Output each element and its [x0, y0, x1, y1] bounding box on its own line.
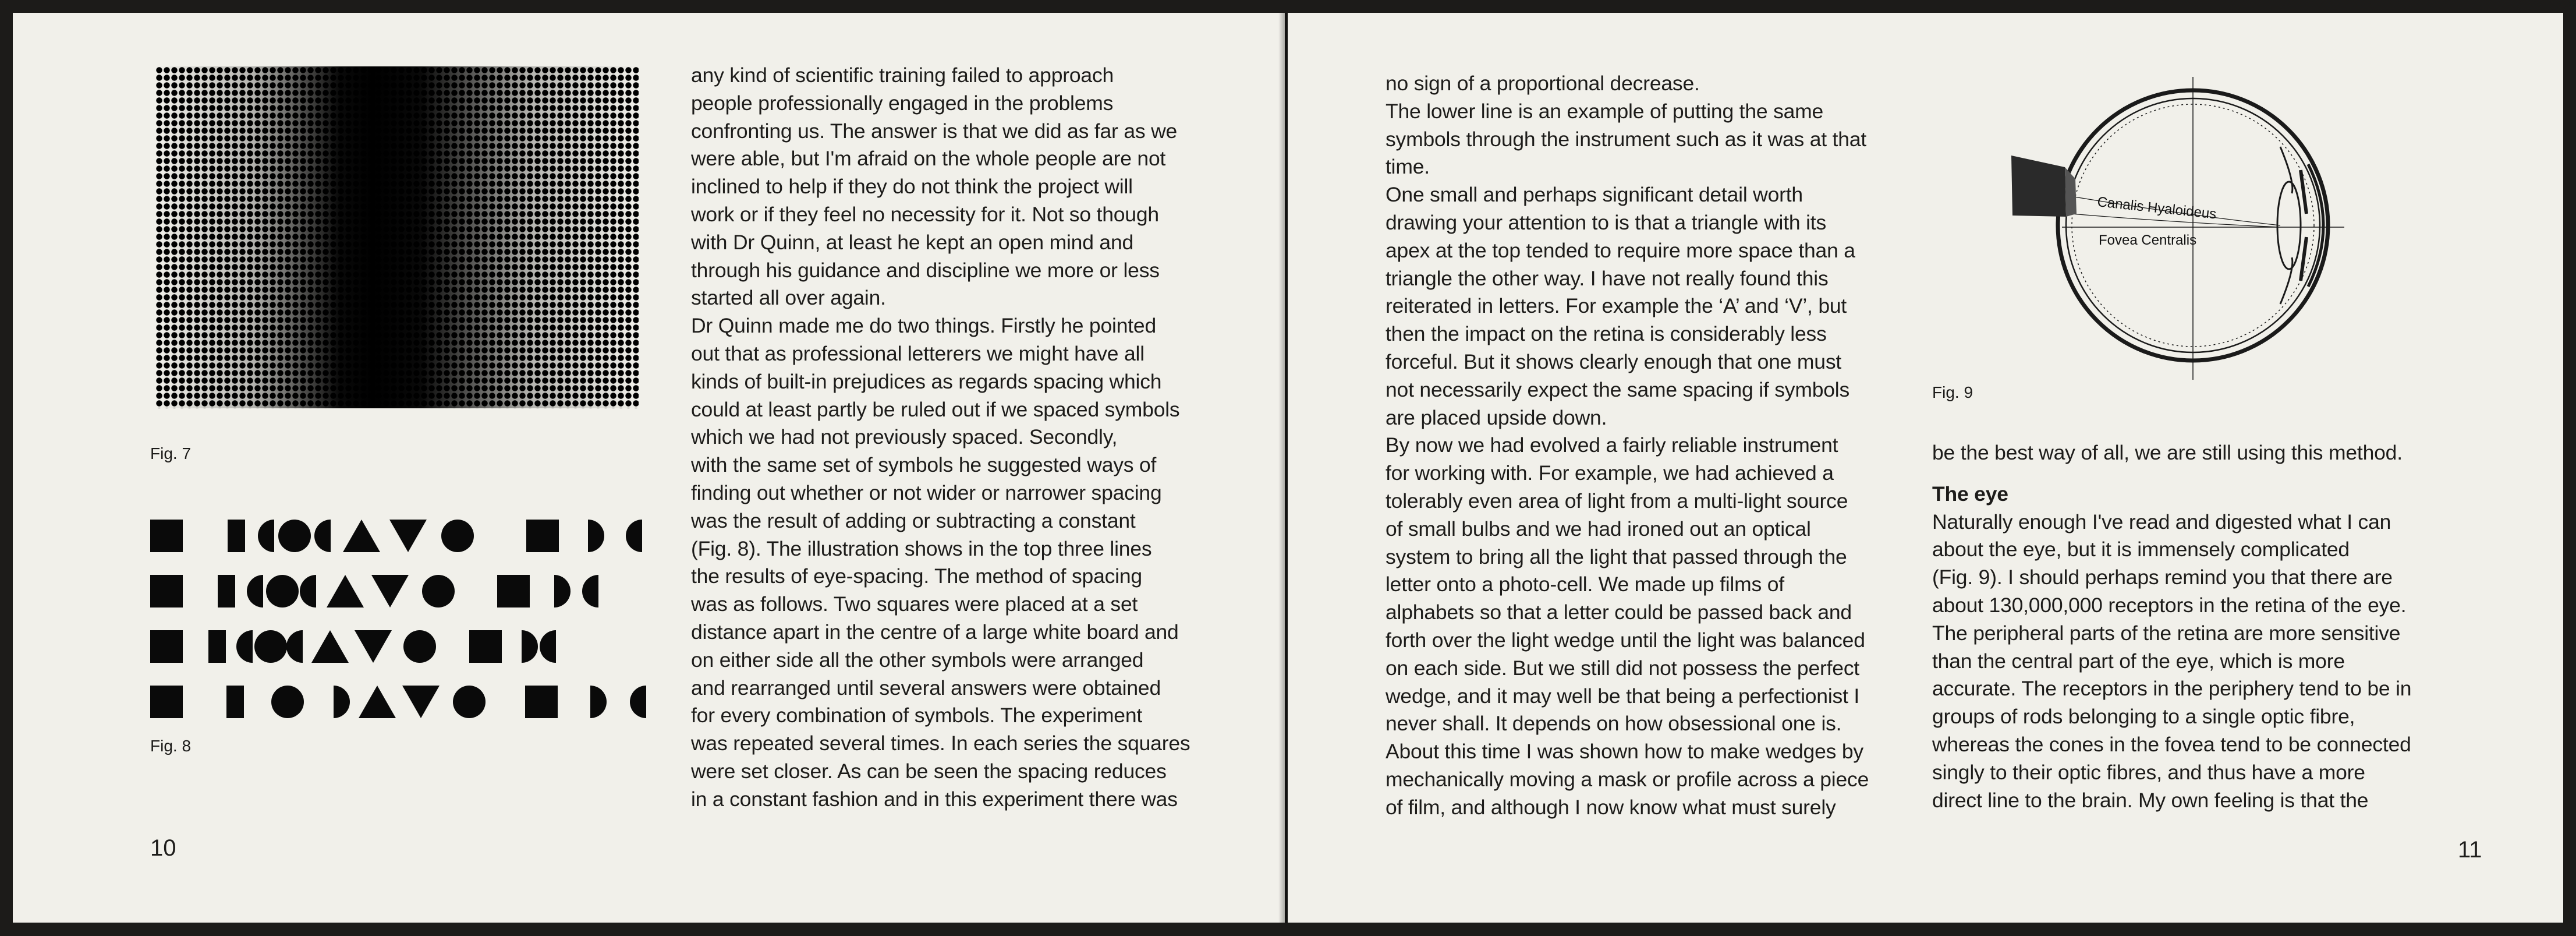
text-line: be the best way of all, we are still using this method.	[1932, 441, 2403, 464]
text-line: than the central part of the eye, which is more	[1932, 649, 2345, 673]
fig8-caption: Fig. 8	[150, 737, 192, 755]
text-line: The lower line is an example of putting the same	[1386, 99, 1824, 123]
fig8-symbol-spacing-illustration	[150, 508, 651, 729]
text-line: was as follows. Two squares were placed at a set	[691, 592, 1138, 616]
text-line: reiterated in letters. For example the ‘A’ and ‘V’, but	[1386, 294, 1847, 318]
text-line: about 130,000,000 receptors in the retina of the eye.	[1932, 593, 2407, 617]
right-page-text-column-2	[1932, 439, 2411, 814]
text-line: About this time I was shown how to make wedges by	[1386, 740, 1863, 764]
text-line: forth over the light wedge until the light was balanced	[1386, 628, 1865, 652]
text-line: was the result of adding or subtracting a constant	[691, 508, 1136, 532]
text-line: not necessarily expect the same spacing if symbols	[1386, 377, 1850, 401]
text-line: for every combination of symbols. The experiment	[691, 704, 1143, 727]
text-line: are placed upside down.	[1386, 405, 1607, 429]
text-line: on each side. But we still did not possess the perfect	[1386, 656, 1860, 680]
text-line: (Fig. 9). I should perhaps remind you that there are	[1932, 566, 2393, 589]
text-line: time.	[1386, 155, 1430, 179]
text-line: letter onto a photo-cell. We made up films of	[1386, 573, 1784, 596]
fig8-row-4	[150, 686, 646, 718]
text-line: direct line to the brain. My own feeling is that the	[1932, 788, 2369, 812]
text-line: forceful. But it shows clearly enough that one must	[1386, 349, 1842, 373]
section-heading: The eye	[1932, 482, 2008, 506]
fig7-caption: Fig. 7	[150, 444, 192, 462]
text-line: was repeated several times. In each series the squares	[691, 732, 1190, 755]
text-line: with the same set of symbols he suggested ways of	[691, 453, 1157, 477]
right-page-text-column-1	[1386, 70, 1869, 822]
text-line: (Fig. 8). The illustration shows in the top three lines	[691, 536, 1152, 560]
ciliary-body	[2280, 147, 2292, 304]
text-line: and rearranged until several answers were obtained	[691, 676, 1161, 700]
label-canalis-hyaloideus: Canalis Hyaloideus	[2096, 194, 2217, 222]
text-line: drawing your attention to is that a triangle with its	[1386, 210, 1827, 234]
label-fovea-centralis: Fovea Centralis	[2099, 232, 2197, 248]
fig9-eye-diagram	[2001, 77, 2350, 386]
left-page	[13, 13, 1285, 923]
text-line: accurate. The receptors in the periphery tend to be in	[1932, 677, 2412, 701]
text-line: out that as professional letterers we might have all	[691, 341, 1145, 365]
text-line: could at least partly be ruled out if we spaced symbols	[691, 397, 1180, 421]
text-line: symbols through the instrument such as it was at that	[1386, 127, 1867, 151]
text-line: in a constant fashion and in this experiment there was	[691, 787, 1178, 811]
text-line: any kind of scientific training failed to approach	[691, 63, 1114, 87]
text-line: confronting us. The answer is that we did as far as we	[691, 119, 1178, 143]
text-line: One small and perhaps significant detail worth	[1386, 183, 1803, 207]
text-line: no sign of a proportional decrease.	[1386, 72, 1700, 95]
text-line: By now we had evolved a fairly reliable instrument	[1386, 433, 1838, 457]
text-line: system to bring all the light that passed through the	[1386, 545, 1847, 568]
text-line: apex at the top tended to require more space than a	[1386, 238, 1855, 262]
text-line: then the impact on the retina is considerably less	[1386, 322, 1827, 346]
text-line: groups of rods belonging to a single optic fibre,	[1932, 705, 2355, 729]
text-line: mechanically moving a mask or profile across a piece	[1386, 767, 1869, 791]
text-line: distance apart in the centre of a large white board and	[691, 620, 1179, 644]
text-line: triangle the other way. I have not really found this	[1386, 266, 1829, 290]
text-line: which we had not previously spaced. Secondly,	[691, 425, 1118, 449]
fig8-row-1	[150, 520, 642, 552]
fig8-row-3	[150, 630, 556, 663]
page-number: 11	[2458, 837, 2482, 863]
text-line: through his guidance and discipline we more or less	[691, 258, 1160, 282]
text-line: work or if they feel no necessity for it. Not so though	[691, 202, 1159, 226]
text-line: were set closer. As can be seen the spacing reduces	[691, 759, 1167, 783]
text-line: alphabets so that a letter could be passed back and	[1386, 601, 1852, 624]
text-line: The peripheral parts of the retina are more sensitive	[1932, 621, 2401, 645]
text-line: whereas the cones in the fovea tend to be connected	[1932, 732, 2411, 756]
text-line: the results of eye-spacing. The method of spacing	[691, 564, 1142, 588]
text-line: were able, but I'm afraid on the whole people are not	[691, 147, 1166, 171]
left-page-text-column	[691, 62, 1190, 814]
right-page	[1288, 13, 2563, 923]
text-line: Naturally enough I've read and digested what I can	[1932, 510, 2391, 534]
text-line: tolerably even area of light from a multi-light source	[1386, 489, 1848, 513]
text-line: for working with. For example, we had achieved a	[1386, 461, 1834, 485]
text-line: with Dr Quinn, at least he kept an open mind and	[691, 230, 1134, 254]
page-number: 10	[150, 835, 176, 861]
text-line: of film, and although I now know what must surely	[1386, 795, 1836, 819]
optic-nerve	[2011, 156, 2066, 217]
fig9-caption: Fig. 9	[1932, 383, 1973, 401]
text-line: Dr Quinn made me do two things. Firstly he pointed	[691, 314, 1156, 338]
text-line: singly to their optic fibres, and thus have a more	[1932, 760, 2365, 784]
lens	[2277, 182, 2301, 269]
text-line: never shall. It depends on how obsessional one is.	[1386, 712, 1842, 736]
text-line: started all over again.	[691, 286, 886, 310]
text-line: people professionally engaged in the problems	[691, 91, 1114, 115]
text-line: kinds of built-in prejudices as regards spacing which	[691, 369, 1162, 393]
text-line: wedge, and it may well be that being a perfectionist I	[1386, 684, 1860, 708]
text-line: of small bulbs and we had ironed out an optical	[1386, 517, 1811, 541]
fig8-row-2	[150, 575, 598, 607]
text-line: about the eye, but it is immensely complicated	[1932, 538, 2350, 561]
text-line: on either side all the other symbols were arranged	[691, 648, 1144, 672]
fig7-halftone-shading	[155, 66, 639, 408]
paragraph-spacer	[1932, 467, 2411, 481]
text-line: inclined to help if they do not think the project will	[691, 175, 1133, 199]
text-line: finding out whether or not wider or narrower spacing	[691, 481, 1162, 504]
